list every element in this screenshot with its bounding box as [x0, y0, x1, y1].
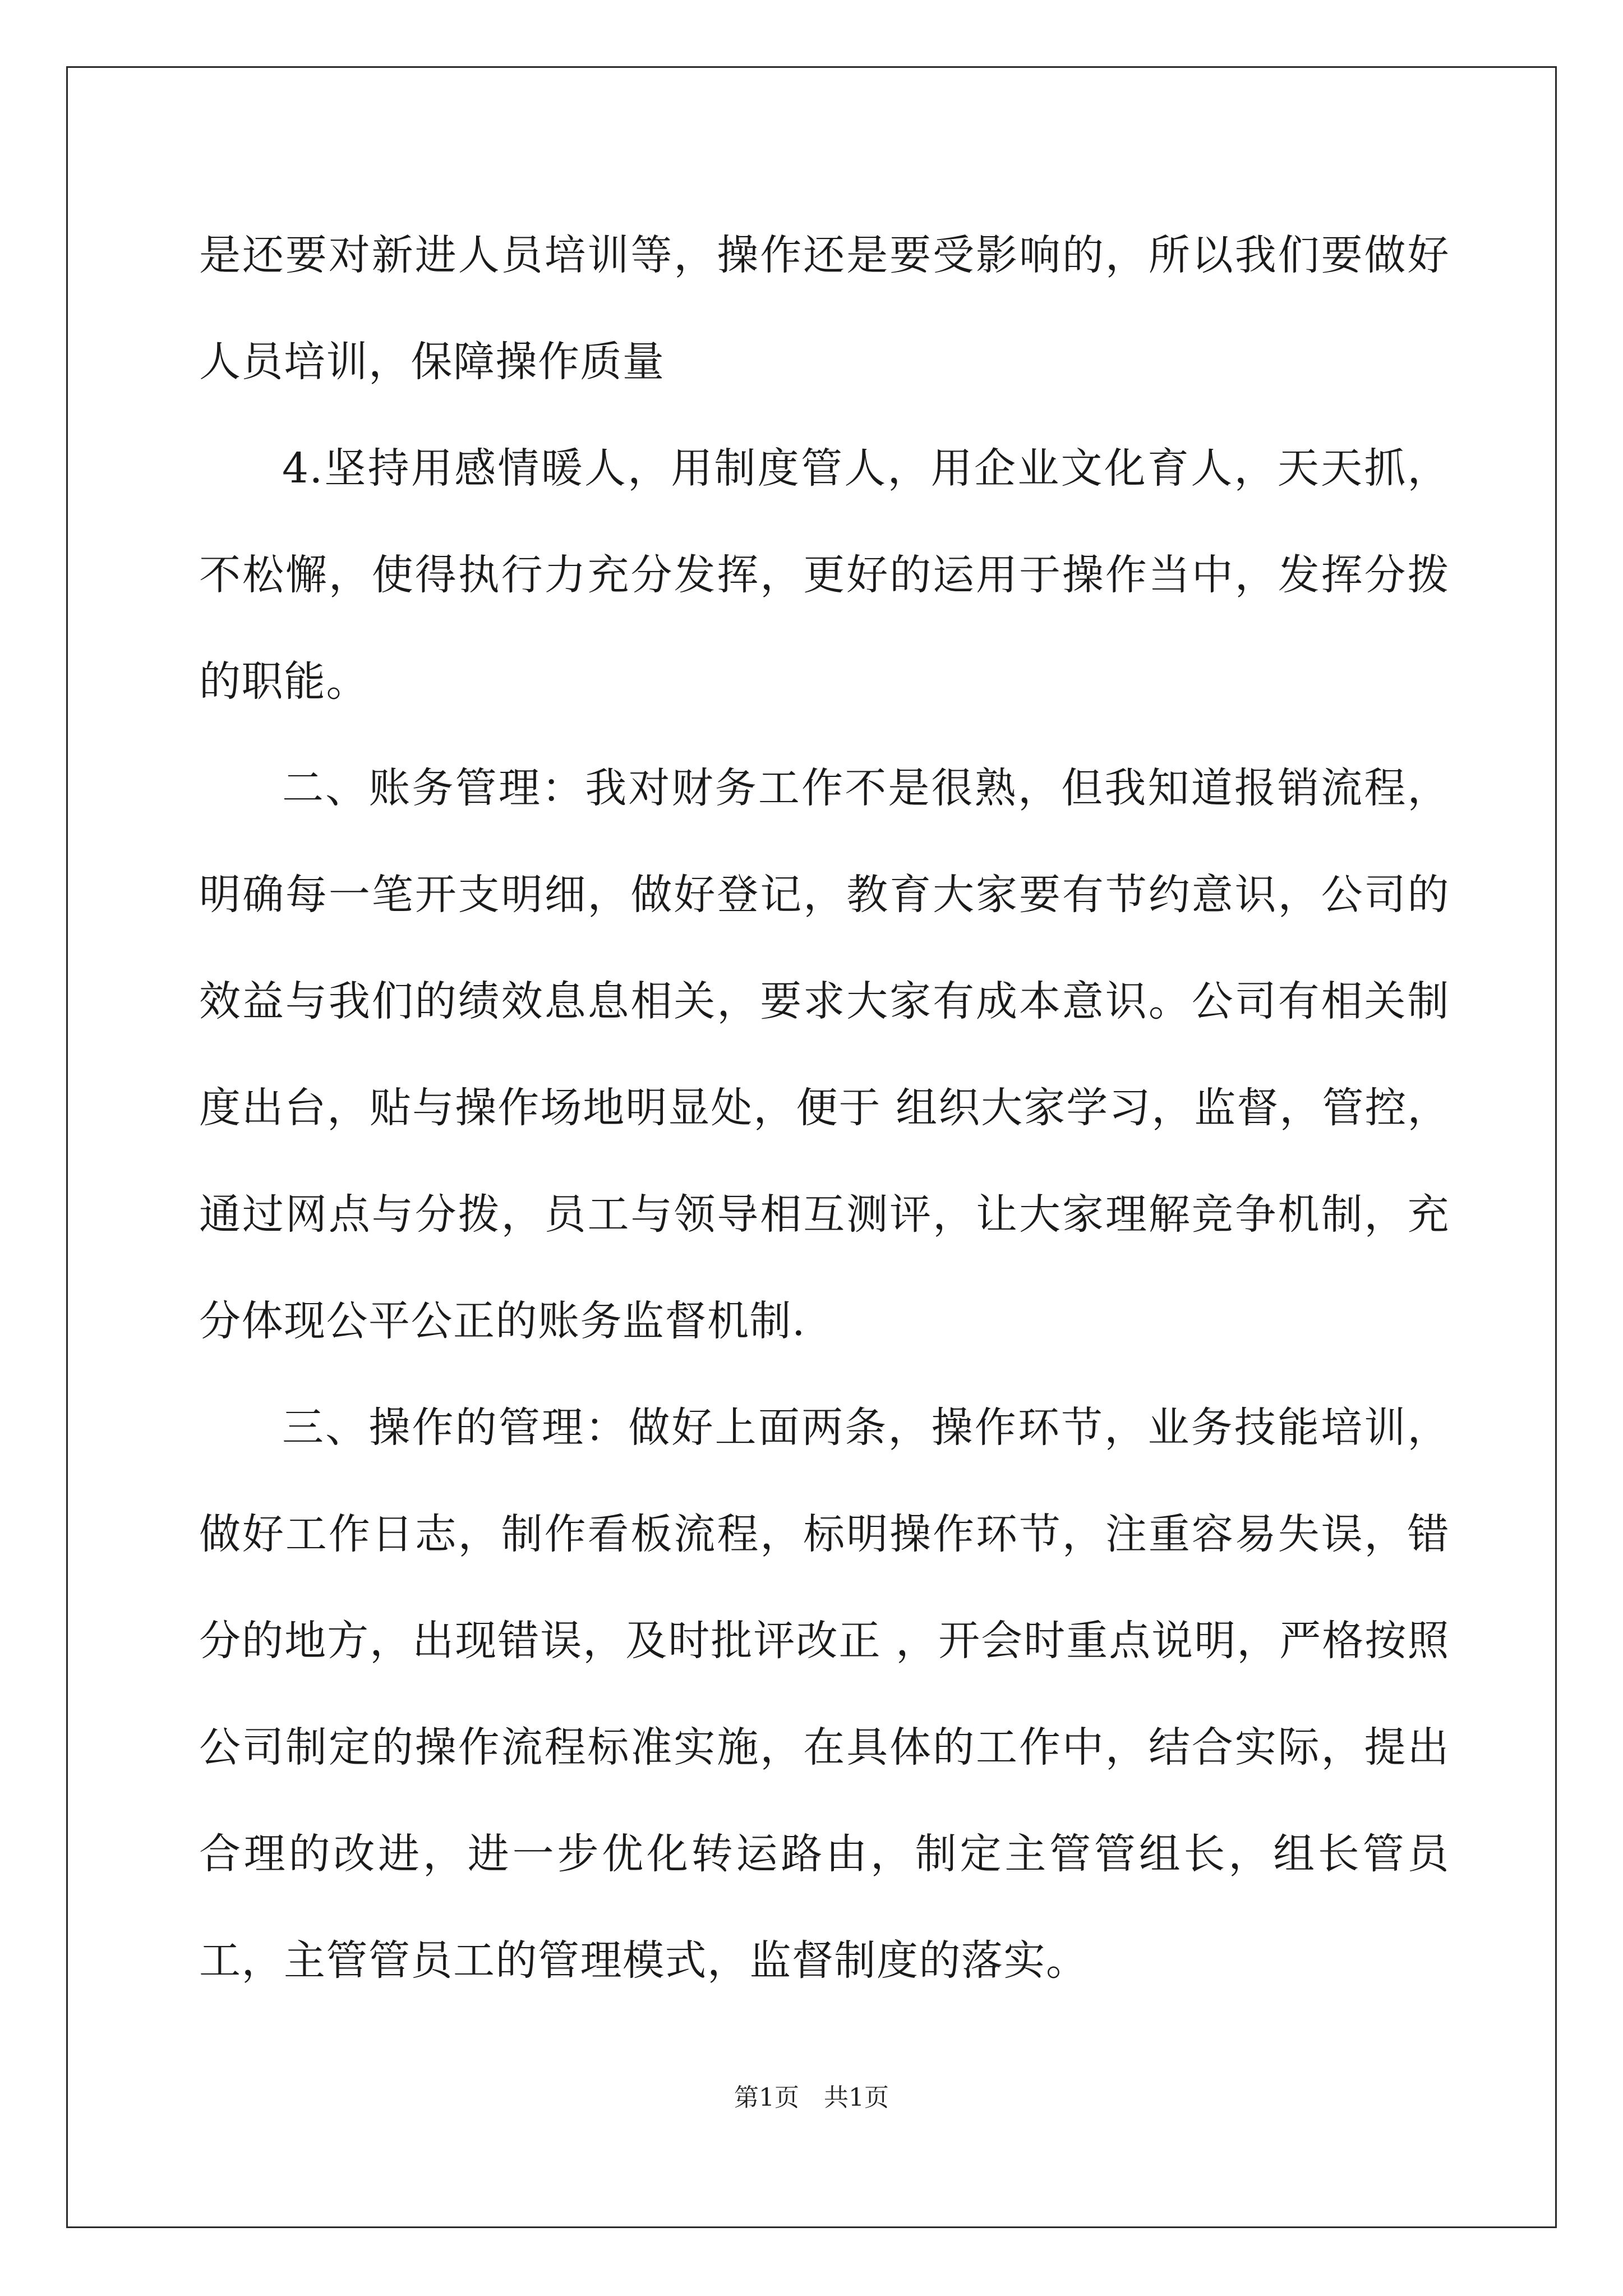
paragraph-accounting-management: 二、账务管理：我对财务工作不是很熟，但我知道报销流程，明确每一笔开支明细，做好登记，教育大家要有节约意识，公司的效益与我们的绩效息息相关，要求大家有成本意识。公司有相关制度出台，贴与操作场地明显处，便于 组织大家学习，监督，管控，通过网点与分拨，员工与领导相互测评，让大家理解竞争机制，充分体现公平公正的账务监督机制.: [199, 764, 1450, 1345]
paragraph-item-4: 4.坚持用感情暖人，用制度管人，用企业文化育人，天天抓，不松懈，使得执行力充分发挥，更好的运用于操作当中，发挥分拨的职能。: [199, 444, 1450, 706]
page-footer: 第1页 共1页: [734, 2083, 889, 2112]
paragraph-operation-management: 三、操作的管理：做好上面两条，操作环节，业务技能培训，做好工作日志，制作看板流程，标明操作环节，注重容易失误，错分的地方，出现错误，及时批评改正 ，开会时重点说明，严格按照公司制定的操作流程标准实施，在具体的工作中，结合实际，提出合理的改进，进一步优化转运路由，制定主管管组长，组长管员工，主管管员工的管理模式，监督制度的落实。: [199, 1404, 1450, 1985]
document-body: [199, 202, 1450, 2014]
paragraph-continuation: 是还要对新进人员培训等，操作还是要受影响的，所以我们要做好人员培训，保障操作质量: [199, 231, 1450, 386]
